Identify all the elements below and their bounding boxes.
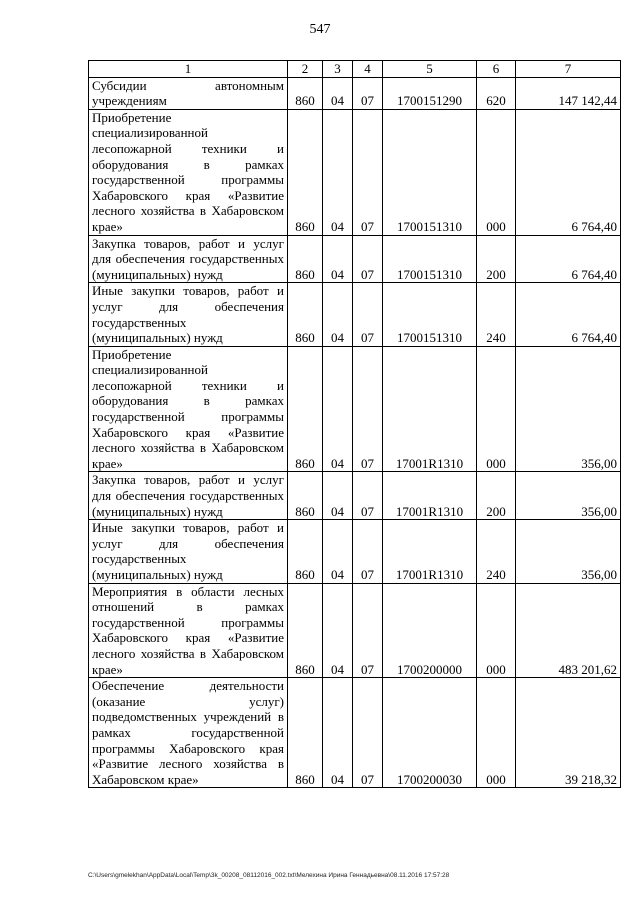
cell-amount: 356,00	[516, 472, 621, 520]
cell-amount: 147 142,44	[516, 77, 621, 109]
table-row	[89, 77, 621, 109]
cell-expense-type: 620	[477, 77, 516, 109]
cell-expense-type: 200	[477, 472, 516, 520]
table-row	[89, 472, 621, 520]
row-description: Закупка товаров, работ и услуг для обеспечения государственных (муниципальных) нужд	[89, 235, 288, 283]
cell-section: 04	[323, 472, 353, 520]
cell-target-item: 1700151310	[383, 235, 477, 283]
cell-expense-type: 240	[477, 520, 516, 583]
cell-amount: 6 764,40	[516, 283, 621, 346]
table-row	[89, 678, 621, 788]
cell-code: 860	[288, 109, 323, 235]
row-description: Обеспечение деятельности (оказание услуг) подведомственных учреждений в рамках государственной программы Хабаровского края «Развитие лесного хозяйства в Хабаровском крае»	[89, 678, 288, 788]
cell-amount: 356,00	[516, 346, 621, 472]
cell-target-item: 1700200000	[383, 583, 477, 678]
cell-section: 04	[323, 678, 353, 788]
cell-amount: 6 764,40	[516, 235, 621, 283]
cell-expense-type: 200	[477, 235, 516, 283]
header-cell: 7	[516, 61, 621, 78]
header-cell: 1	[89, 61, 288, 78]
cell-expense-type: 000	[477, 109, 516, 235]
header-cell: 3	[323, 61, 353, 78]
cell-code: 860	[288, 283, 323, 346]
cell-code: 860	[288, 235, 323, 283]
row-description: Мероприятия в области лесных отношений в рамках государственной программы Хабаровского края «Развитие лесного хозяйства в Хабаровском крае»	[89, 583, 288, 678]
cell-target-item: 17001R1310	[383, 472, 477, 520]
row-description: Иные закупки товаров, работ и услуг для обеспечения государственных (муниципальных) нужд	[89, 283, 288, 346]
cell-subsection: 07	[353, 583, 383, 678]
cell-target-item: 1700151310	[383, 109, 477, 235]
cell-target-item: 1700151290	[383, 77, 477, 109]
cell-section: 04	[323, 235, 353, 283]
file-path-footer: C:\Users\gmelekhan\AppData\Local\Temp\3k_00208_08112016_002.txt\Мелехина Ирина Геннадьевна\08.11.2016 17:57:28	[88, 872, 450, 879]
cell-code: 860	[288, 583, 323, 678]
cell-subsection: 07	[353, 520, 383, 583]
cell-amount: 39 218,32	[516, 678, 621, 788]
budget-table	[88, 60, 621, 788]
table-row	[89, 235, 621, 283]
table-row	[89, 283, 621, 346]
cell-code: 860	[288, 77, 323, 109]
cell-code: 860	[288, 520, 323, 583]
table-row	[89, 346, 621, 472]
cell-expense-type: 000	[477, 346, 516, 472]
cell-target-item: 17001R1310	[383, 346, 477, 472]
cell-target-item: 17001R1310	[383, 520, 477, 583]
header-cell: 4	[353, 61, 383, 78]
cell-code: 860	[288, 346, 323, 472]
cell-subsection: 07	[353, 472, 383, 520]
table-row	[89, 520, 621, 583]
cell-target-item: 1700151310	[383, 283, 477, 346]
cell-amount: 483 201,62	[516, 583, 621, 678]
cell-section: 04	[323, 520, 353, 583]
cell-subsection: 07	[353, 235, 383, 283]
table-row	[89, 109, 621, 235]
cell-expense-type: 240	[477, 283, 516, 346]
cell-code: 860	[288, 472, 323, 520]
cell-amount: 6 764,40	[516, 109, 621, 235]
cell-section: 04	[323, 583, 353, 678]
header-cell: 5	[383, 61, 477, 78]
row-description: Иные закупки товаров, работ и услуг для обеспечения государственных (муниципальных) нужд	[89, 520, 288, 583]
cell-target-item: 1700200030	[383, 678, 477, 788]
cell-code: 860	[288, 678, 323, 788]
cell-section: 04	[323, 346, 353, 472]
row-description: Приобретение специализированной лесопожарной техники и оборудования в рамках государственной программы Хабаровского края «Развитие лесного хозяйства в Хабаровском крае»	[89, 109, 288, 235]
cell-section: 04	[323, 109, 353, 235]
row-description: Закупка товаров, работ и услуг для обеспечения государственных (муниципальных) нужд	[89, 472, 288, 520]
page-number: 547	[309, 22, 331, 37]
cell-subsection: 07	[353, 109, 383, 235]
table-row	[89, 583, 621, 678]
row-description: Приобретение специализированной лесопожарной техники и оборудования в рамках государственной программы Хабаровского края «Развитие лесного хозяйства в Хабаровском крае»	[89, 346, 288, 472]
cell-section: 04	[323, 77, 353, 109]
cell-subsection: 07	[353, 77, 383, 109]
cell-subsection: 07	[353, 283, 383, 346]
cell-expense-type: 000	[477, 678, 516, 788]
header-cell: 6	[477, 61, 516, 78]
row-description: Субсидии автономным учреждениям	[89, 77, 288, 109]
table-header-row	[89, 61, 621, 78]
cell-amount: 356,00	[516, 520, 621, 583]
cell-subsection: 07	[353, 346, 383, 472]
header-cell: 2	[288, 61, 323, 78]
cell-subsection: 07	[353, 678, 383, 788]
cell-expense-type: 000	[477, 583, 516, 678]
cell-section: 04	[323, 283, 353, 346]
